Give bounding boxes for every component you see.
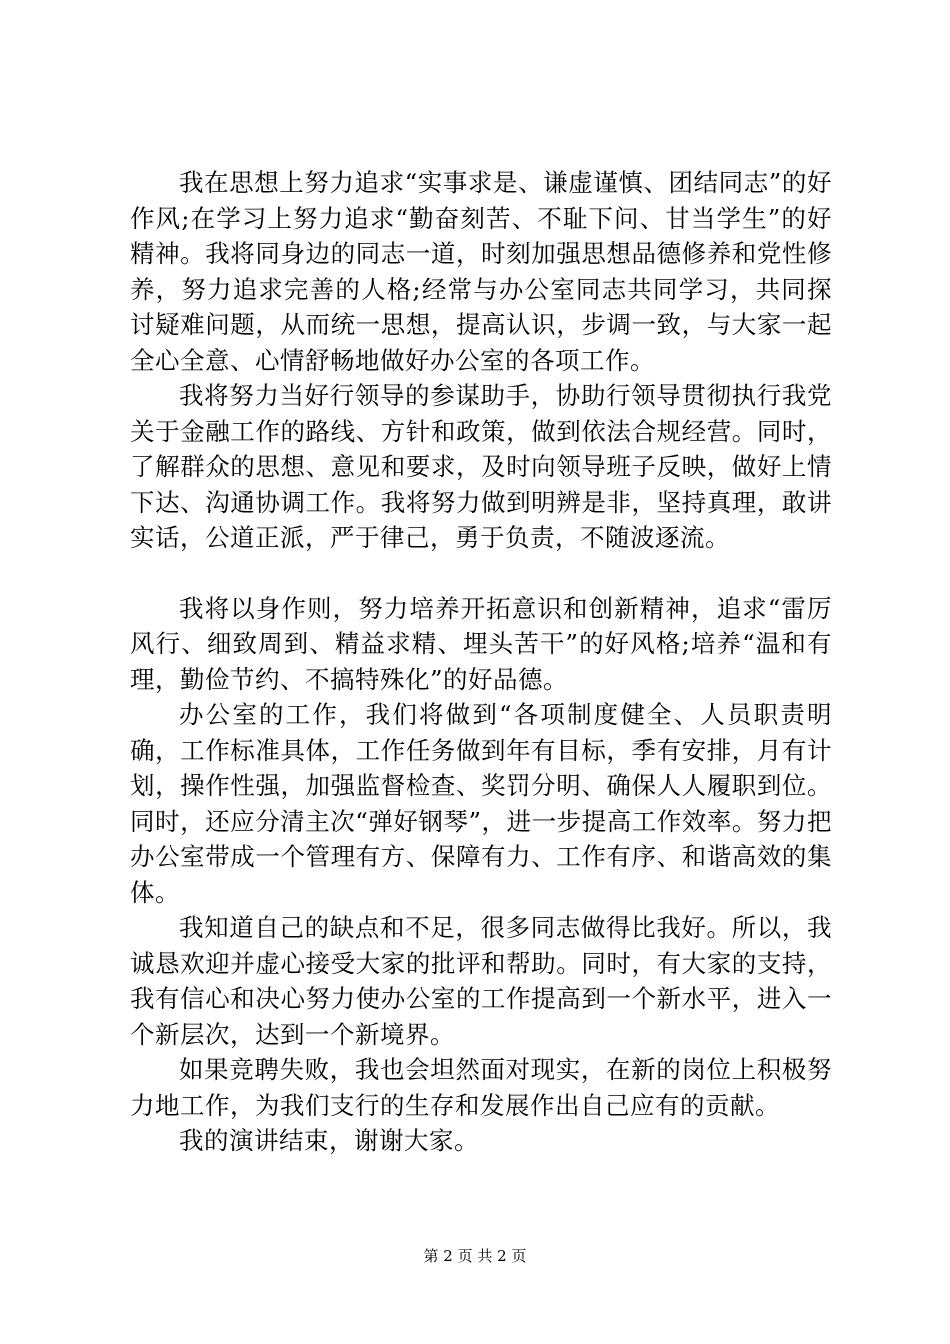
paragraph-5: 我知道自己的缺点和不足，很多同志做得比我好。所以，我诚恳欢迎并虚心接受大家的批评和帮助。同时，有大家的支持，我有信心和决心努力使办公室的工作提高到一个新水平，进入一个新层次，达到一个新境界。 [130, 913, 832, 1049]
document-body [130, 165, 832, 1159]
paragraph-gap [130, 556, 832, 591]
paragraph-7: 我的演讲结束，谢谢大家。 [179, 1126, 479, 1155]
paragraph-2: 我将努力当好行领导的参谋助手，协助行领导贯彻执行我党关于金融工作的路线、方针和政策，做到依法合规经营。同时，了解群众的思想、意见和要求，及时向领导班子反映，做好上情下达、沟通协调工作。我将努力做到明辨是非，坚持真理，敢讲实话，公道正派，严于律己，勇于负责，不随波逐流。 [130, 381, 832, 552]
paragraph-4: 办公室的工作，我们将做到“各项制度健全、人员职责明确，工作标准具体，工作任务做到年有目标，季有安排，月有计划，操作性强，加强监督检查、奖罚分明、确保人人履职到位。同时，还应分清主次“弹好钢琴”，进一步提高工作效率。努力把办公室带成一个管理有方、保障有力、工作有序、和谐高效的集体。 [130, 700, 832, 907]
paragraph-3: 我将以身作则，努力培养开拓意识和创新精神，追求“雷厉风行、细致周到、精益求精、埋头苦干”的好风格;培养“温和有理，勤俭节约、不搞特殊化”的好品德。 [130, 593, 832, 694]
paragraph-6: 如果竞聘失败，我也会坦然面对现实，在新的岗位上积极努力地工作，为我们支行的生存和发展作出自己应有的贡献。 [130, 1055, 832, 1120]
page-number-footer: 第 2 页 共 2 页 [423, 1247, 527, 1265]
paragraph-1: 我在思想上努力追求“实事求是、谦虚谨慎、团结同志”的好作风;在学习上努力追求“勤奋刻苦、不耻下问、甘当学生”的好精神。我将同身边的同志一道，时刻加强思想品德修养和党性修养，努力追求完善的人格;经常与办公室同志共同学习，共同探讨疑难问题，从而统一思想，提高认识，步调一致，与大家一起全心全意、心情舒畅地做好办公室的各项工作。 [130, 168, 832, 375]
